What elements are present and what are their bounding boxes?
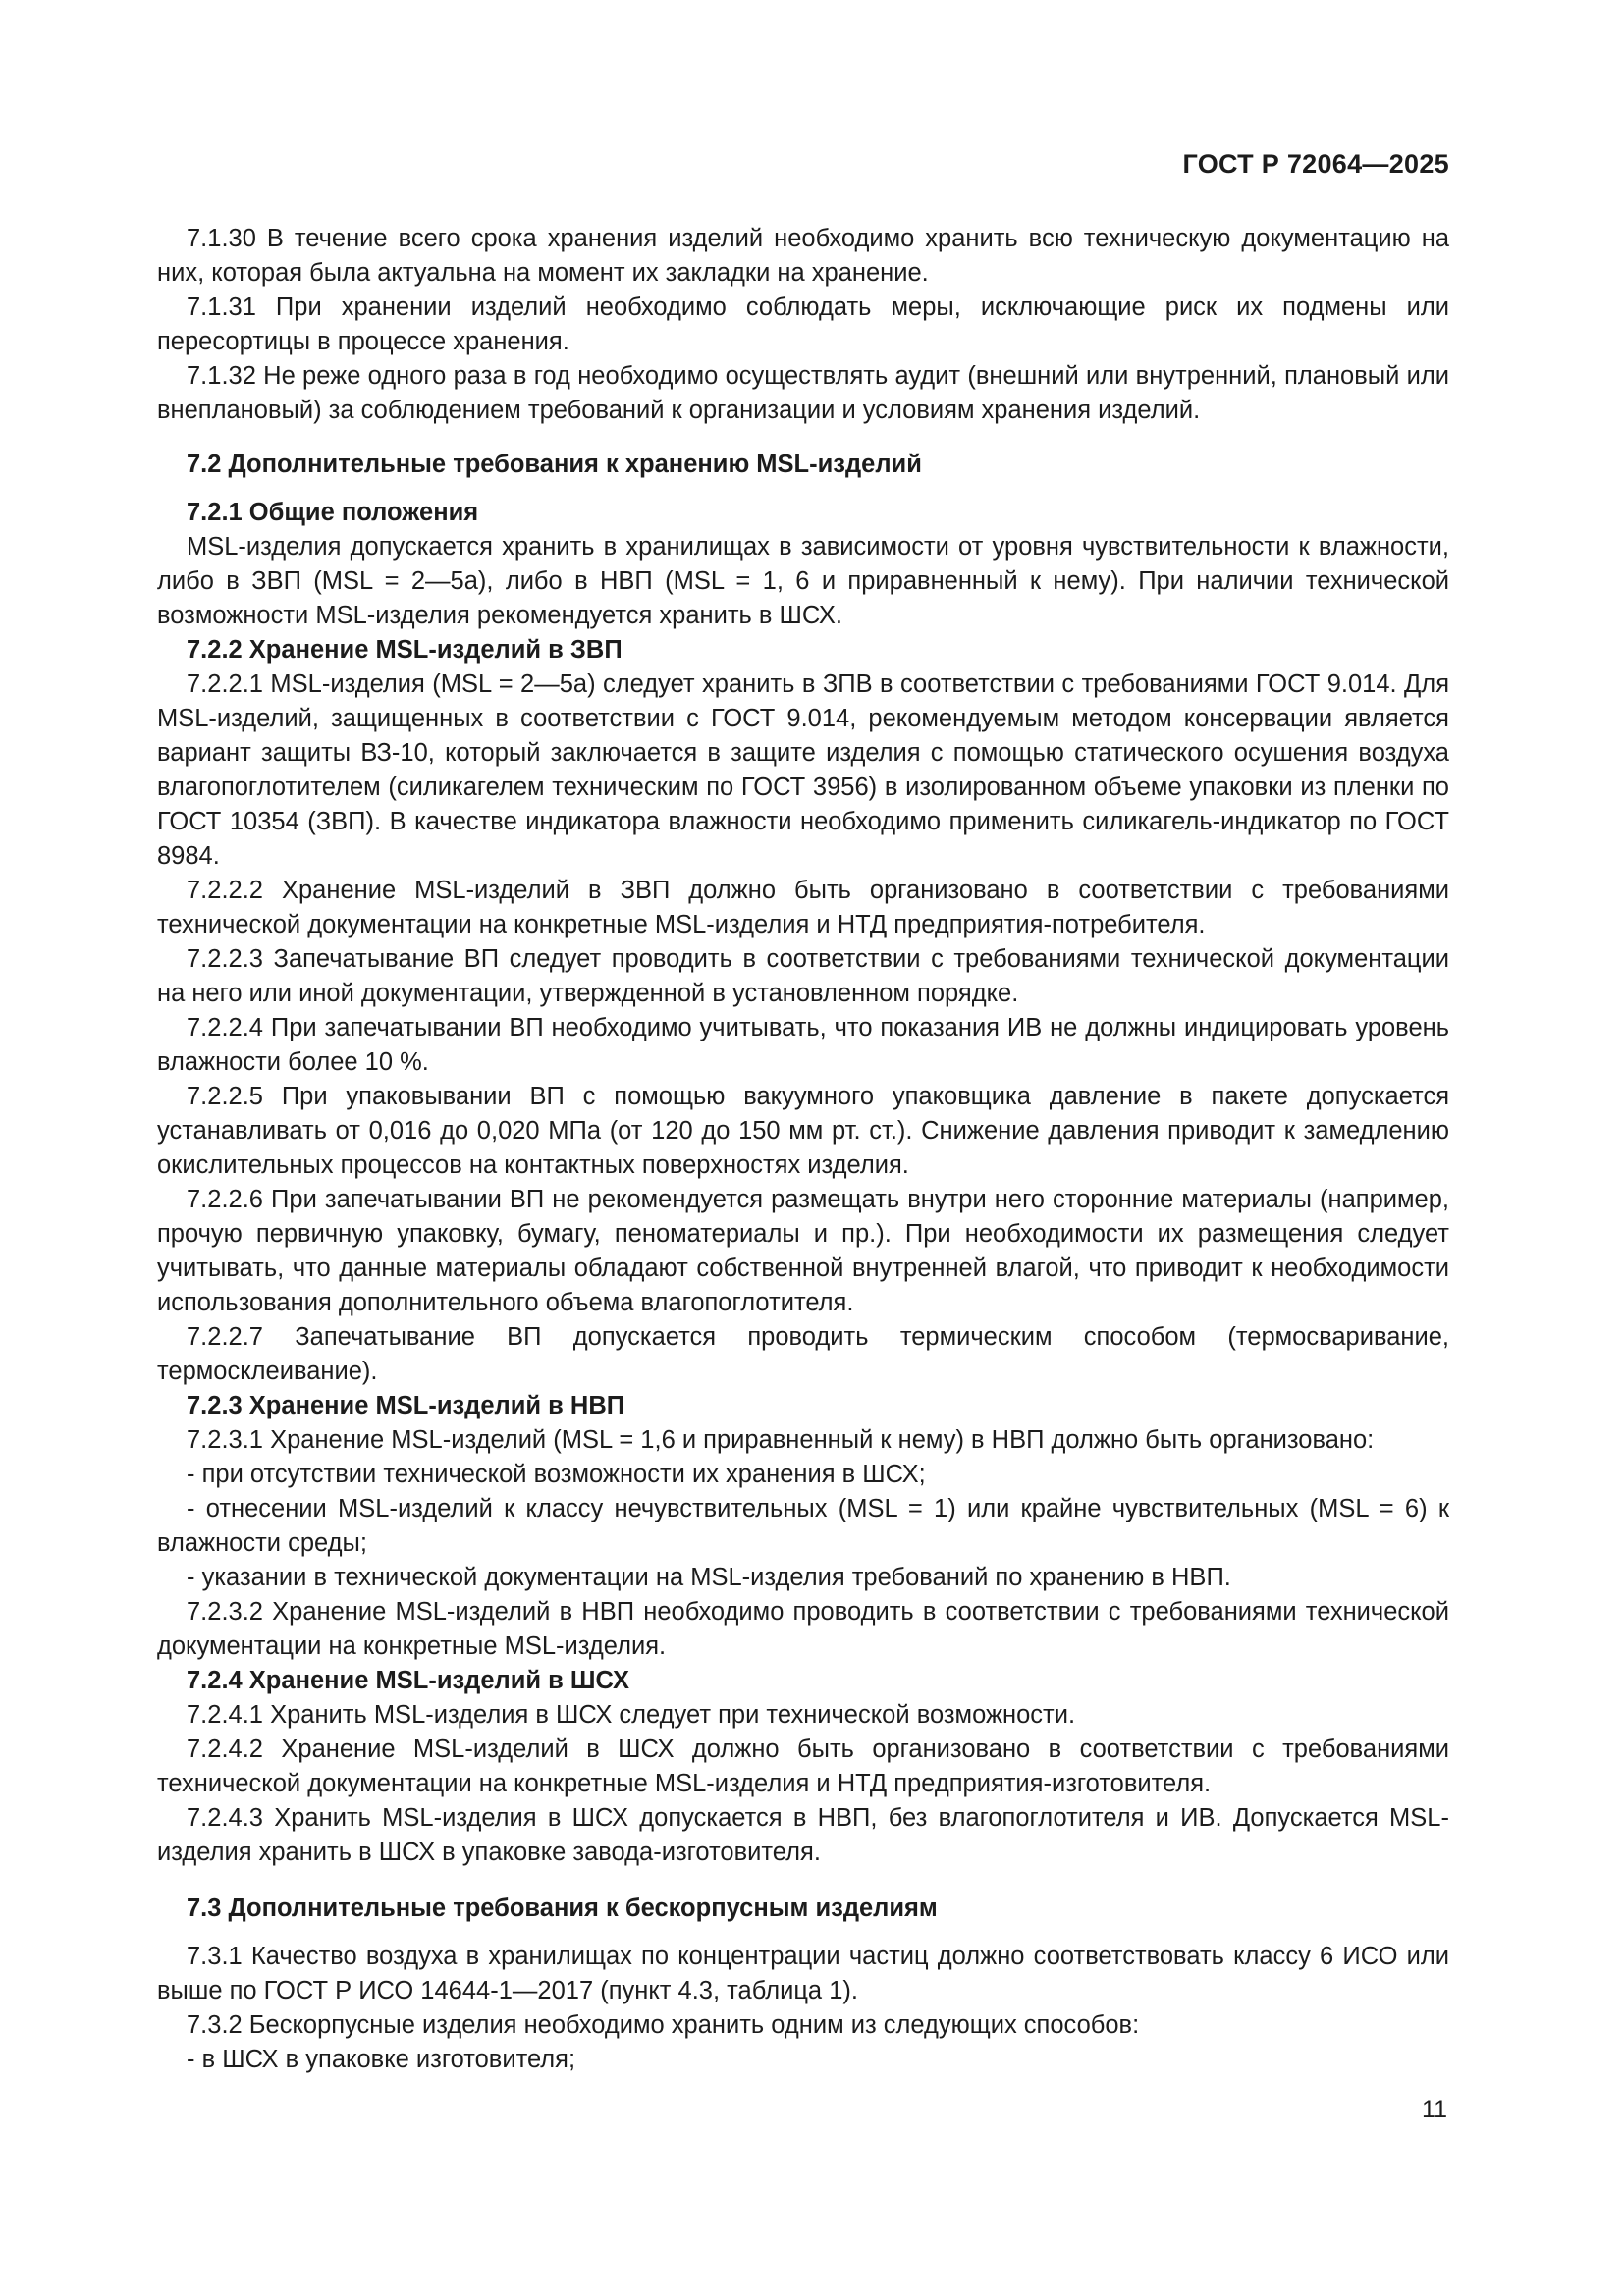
list-item: - в ШСХ в упаковке изготовителя;	[187, 2046, 576, 2073]
paragraph-7-2-2-3: 7.2.2.3 Запечатывание ВП следует проводить в соответствии с требованиями технической документации на него или иной документации, утвержденной в установленном порядке.	[157, 945, 1449, 1007]
page-number: 11	[1422, 2096, 1447, 2123]
paragraph-7-2-2-4: 7.2.2.4 При запечатывании ВП необходимо учитывать, что показания ИВ не должны индицировать уровень влажности более 10 %.	[157, 1014, 1449, 1076]
paragraph-7-2-2-2: 7.2.2.2 Хранение MSL-изделий в ЗВП должно быть организовано в соответствии с требованиями технической документации на конкретные MSL-изделия и НТД предприятия-потребителя.	[157, 877, 1449, 938]
subsection-heading-7-2-4: 7.2.4 Хранение MSL-изделий в ШСХ	[187, 1667, 630, 1694]
paragraph-7-2-3-1: 7.2.3.1 Хранение MSL-изделий (MSL = 1,6 и приравненный к нему) в НВП должно быть организовано:	[187, 1426, 1375, 1454]
document-header: ГОСТ Р 72064—2025	[1182, 149, 1449, 179]
paragraph-7-3-1: 7.3.1 Качество воздуха в хранилищах по концентрации частиц должно соответствовать классу 6 ИСО или выше по ГОСТ Р ИСО 14644-1—2017 (пункт 4.3, таблица 1).	[157, 1943, 1449, 2004]
paragraph-7-2-4-1: 7.2.4.1 Хранить MSL-изделия в ШСХ следует при технической возможности.	[187, 1701, 1076, 1729]
paragraph-7-2-2-5: 7.2.2.5 При упаковывании ВП с помощью вакуумного упаковщика давление в пакете допускается устанавливать от 0,016 до 0,020 МПа (от 120 до 150 мм рт. ст.). Снижение давления приводит к замедлению окислительных процессов на контактных поверхностях изделия.	[157, 1083, 1449, 1179]
paragraph-7-2-4-2: 7.2.4.2 Хранение MSL-изделий в ШСХ должно быть организовано в соответствии с требованиями технической документации на конкретные MSL-изделия и НТД предприятия-изготовителя.	[157, 1735, 1449, 1797]
paragraph-7-2-2-6: 7.2.2.6 При запечатывании ВП не рекомендуется размещать внутри него сторонние материалы (например, прочую первичную упаковку, бумагу, пеноматериалы и пр.). При необходимости их размещения следует учитывать, что данные материалы обладают собственной внутренней влагой, что приводит к необходимости использования дополнительного объема влагопоглотителя.	[157, 1186, 1449, 1316]
paragraph-7-1-32: 7.1.32 Не реже одного раза в год необходимо осуществлять аудит (внешний или внутренний, плановый или внеплановый) за соблюдением требований к организации и условиям хранения изделий.	[157, 362, 1449, 424]
paragraph-7-2-1: MSL-изделия допускается хранить в хранилищах в зависимости от уровня чувствительности к влажности, либо в ЗВП (MSL = 2—5а), либо в НВП (MSL = 1, 6 и приравненный к нему). При наличии технической возможности MSL-изделия рекомендуется хранить в ШСХ.	[157, 533, 1449, 629]
paragraph-7-2-2-1: 7.2.2.1 MSL-изделия (MSL = 2—5а) следует хранить в ЗПВ в соответствии с требованиями ГОСТ 9.014. Для MSL-изделий, защищенных в соответствии с ГОСТ 9.014, рекомендуемым методом консервации является вариант защиты ВЗ-10, который заключается в защите изделия с помощью статического осушения воздуха влагопоглотителем (силикагелем техническим по ГОСТ 3956) в изолированном объеме упаковки из пленки по ГОСТ 10354 (ЗВП). В качестве индикатора влажности необходимо применить силикагель-индикатор по ГОСТ 8984.	[157, 670, 1449, 870]
paragraph-7-2-4-3: 7.2.4.3 Хранить MSL-изделия в ШСХ допускается в НВП, без влагопоглотителя и ИВ. Допускается MSL-изделия хранить в ШСХ в упаковке завода-изготовителя.	[157, 1804, 1449, 1866]
paragraph-7-3-2: 7.3.2 Бескорпусные изделия необходимо хранить одним из следующих способов:	[187, 2011, 1140, 2039]
paragraph-7-2-2-7: 7.2.2.7 Запечатывание ВП допускается проводить термическим способом (термосваривание, термосклеивание).	[157, 1323, 1449, 1385]
paragraph-7-1-31: 7.1.31 При хранении изделий необходимо соблюдать меры, исключающие риск их подмены или пересортицы в процессе хранения.	[157, 294, 1449, 355]
list-item: - отнесении MSL-изделий к классу нечувствительных (MSL = 1) или крайне чувствительных (MSL = 6) к влажности среды;	[157, 1495, 1449, 1557]
subsection-heading-7-2-2: 7.2.2 Хранение MSL-изделий в ЗВП	[187, 636, 623, 664]
document-body	[157, 222, 1449, 2077]
paragraph-7-2-3-2: 7.2.3.2 Хранение MSL-изделий в НВП необходимо проводить в соответствии с требованиями технической документации на конкретные MSL-изделия.	[157, 1598, 1449, 1660]
list-item: - при отсутствии технической возможности их хранения в ШСХ;	[187, 1461, 926, 1488]
section-heading-7-3: 7.3 Дополнительные требования к бескорпусным изделиям	[187, 1895, 938, 1922]
section-heading-7-2: 7.2 Дополнительные требования к хранению MSL-изделий	[187, 451, 922, 478]
subsection-heading-7-2-1: 7.2.1 Общие положения	[187, 499, 479, 526]
list-item: - указании в технической документации на MSL-изделия требований по хранению в НВП.	[187, 1564, 1231, 1591]
subsection-heading-7-2-3: 7.2.3 Хранение MSL-изделий в НВП	[187, 1392, 625, 1419]
paragraph-7-1-30: 7.1.30 В течение всего срока хранения изделий необходимо хранить всю техническую документацию на них, которая была актуальна на момент их закладки на хранение.	[157, 225, 1449, 287]
